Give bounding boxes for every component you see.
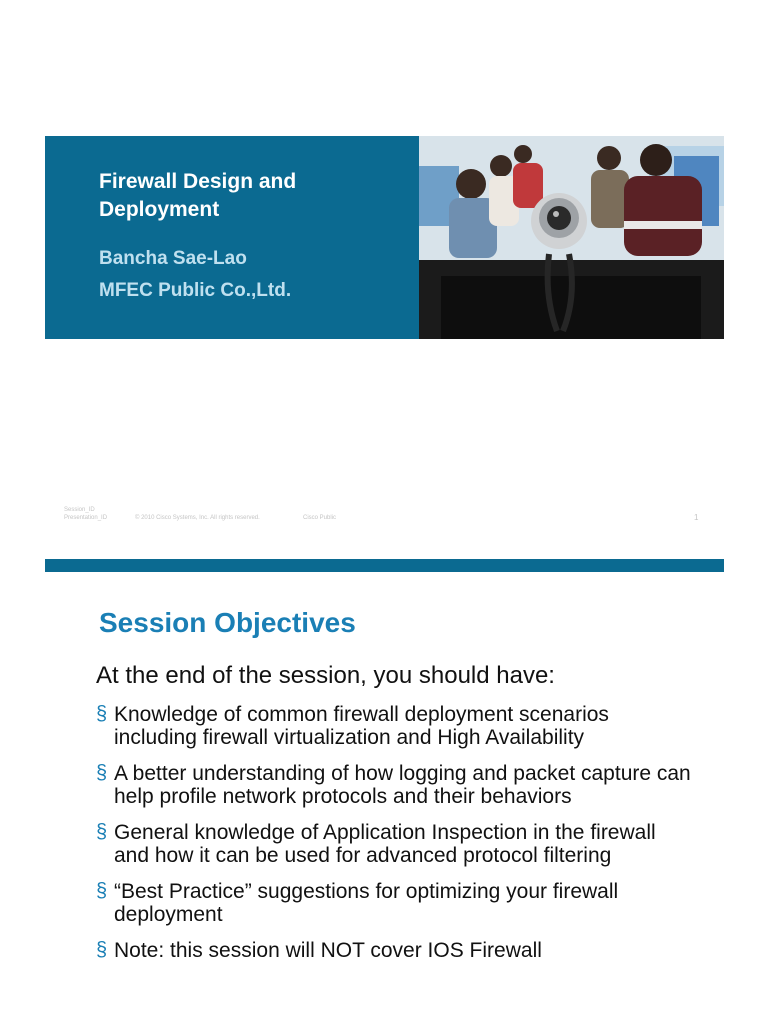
classification-footer: Cisco Public xyxy=(303,515,337,521)
intro-text: At the end of the session, you should have: xyxy=(96,662,555,689)
webcam-photo xyxy=(419,136,724,339)
section-bullet-icon: § xyxy=(96,821,108,843)
copyright-footer: © 2010 Cisco Systems, Inc. All rights reserved. xyxy=(135,515,260,521)
page-number: 1 xyxy=(694,513,699,522)
classroom-webcam-illustration xyxy=(419,136,724,339)
list-item: § Note: this session will NOT cover IOS Firewall xyxy=(96,939,542,962)
list-item: § Knowledge of common firewall deployment scenarios including firewall virtualization and High Availability xyxy=(96,703,609,749)
slide-title: Session Objectives xyxy=(99,607,356,638)
section-bullet-icon: § xyxy=(96,762,108,784)
presentation-title: Firewall Design and Deployment xyxy=(99,170,297,221)
author-name: Bancha Sae-Lao xyxy=(99,248,247,269)
list-item: § “Best Practice” suggestions for optimizing your firewall deployment xyxy=(96,880,619,926)
list-item: § A better understanding of how logging and packet capture can help profile network protocols and their behaviors xyxy=(96,762,691,808)
section-bullet-icon: § xyxy=(96,703,108,725)
list-item: § General knowledge of Application Inspection in the firewall and how it can be used for advanced protocol filtering xyxy=(96,821,656,867)
header-bar xyxy=(45,559,724,572)
session-id-footer: Session_ID Presentation_ID xyxy=(64,507,108,521)
objectives-list xyxy=(96,703,696,975)
section-bullet-icon: § xyxy=(96,939,108,961)
section-bullet-icon: § xyxy=(96,880,108,902)
title-band xyxy=(45,136,419,339)
company-name: MFEC Public Co.,Ltd. xyxy=(99,280,292,301)
